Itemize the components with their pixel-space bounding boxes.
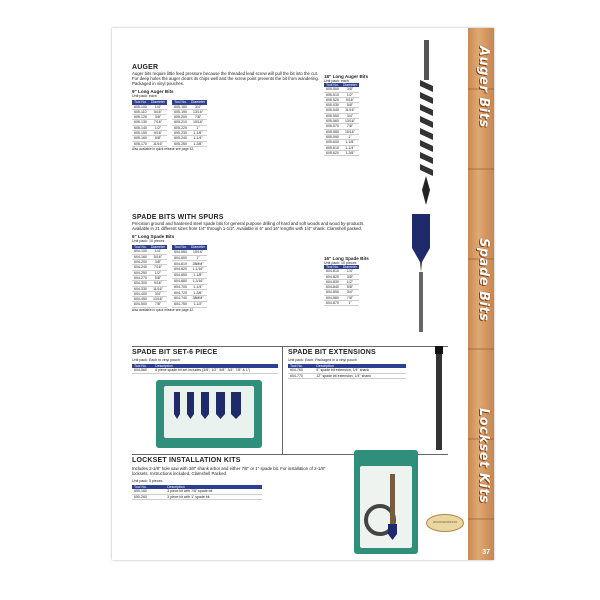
tool-number-cell: 605-120 (134, 115, 147, 120)
table-row (288, 373, 406, 378)
value-cell: 1-3/16" (189, 278, 207, 284)
column-header: Description (165, 485, 262, 489)
value-cell: 3/8" (341, 87, 359, 92)
value-cell: 13/16" (189, 109, 207, 114)
auger-description: Auger bits require little feed pressure because the threaded lead screw will pull the bit into the cut. For deep holes the auger clears its chips well and the screw point prevents the bit from wandering. Packaged in vinyl pouches. (132, 71, 320, 87)
tool-number-cell: 604-200 (134, 260, 147, 265)
column-header: Description (314, 364, 406, 368)
value-cell: 7/8" (189, 115, 207, 120)
spade-6-unit: Unit pack: 10 pieces (132, 239, 165, 244)
spade-16-subtitle: 16" Long Spade Bits (324, 256, 369, 261)
tool-number-cell: 605-580 (326, 129, 339, 134)
tool-number-cell: 604-650 (174, 273, 187, 278)
tool-number-cell: 605-620 (326, 150, 339, 155)
tool-number-cell: 605-570 (326, 124, 339, 129)
set6-product-image (154, 378, 264, 450)
spade-6-table-a (132, 245, 167, 308)
value-cell: 7/8" (341, 295, 359, 300)
value-cell: 5/8" (341, 103, 359, 108)
tool-number-cell: 605-150 (134, 131, 147, 136)
tool-number-cell: 604-840 (326, 285, 339, 290)
tool-number-cell: 605-610 (326, 145, 339, 150)
tool-number-cell: 605-220 (174, 125, 187, 130)
table-row (324, 150, 359, 155)
value-cell: 1/4" (149, 105, 167, 110)
set6-section (132, 349, 280, 374)
column-header: Diameter (342, 83, 358, 87)
wood-side-strip (468, 28, 494, 560)
value-cell: 6" spade bit extension, 1/4" shank (314, 368, 406, 373)
tool-number-cell: 605-160 (134, 136, 147, 141)
tool-number-cell: 604-830 (326, 279, 339, 284)
value-cell: 1/2" (149, 270, 167, 275)
lockset-title: LOCKSET INSTALLATION KITS (132, 457, 241, 464)
table-row (172, 141, 207, 146)
spade-bit-image (408, 214, 438, 334)
page-number: 37 (482, 549, 490, 556)
value-cell: 7/16" (149, 265, 167, 270)
value-cell: 1" (341, 301, 359, 306)
tool-number-cell: 605-130 (134, 120, 147, 125)
tool-number-cell: 604-100 (134, 249, 147, 254)
tool-number-cell: 605-540 (326, 108, 339, 113)
value-cell: 3/4" (189, 105, 207, 110)
tool-number-cell: 604-610 (174, 261, 187, 266)
auger-9-table-b (172, 100, 207, 147)
tool-number-cell: 605-230 (174, 131, 187, 136)
divider-1 (132, 346, 448, 347)
tool-number-cell: 604-300 (134, 281, 147, 286)
column-header: Tool No. (324, 83, 341, 87)
ext-table (288, 364, 406, 379)
tool-number-cell: 605-600 (326, 140, 339, 145)
auger-18-table (324, 83, 359, 156)
value-cell: 5/16" (149, 254, 167, 259)
tool-number-cell: 605-240 (174, 136, 187, 141)
value-cell: 1/4" (149, 249, 167, 254)
tool-number-cell: 605-530 (326, 103, 339, 108)
auger-18-block (324, 74, 384, 156)
tool-number-cell: 605-170 (134, 141, 147, 146)
column-header: Tool No. (132, 100, 149, 104)
tool-number-cell: 605-520 (326, 97, 339, 102)
ext-section (288, 349, 408, 379)
value-cell: 15/16" (189, 250, 207, 255)
tool-number-cell: 604-160 (134, 254, 147, 259)
auger-section (132, 64, 322, 151)
value-cell: 3/8" (149, 260, 167, 265)
tool-number-cell: 605-210 (174, 120, 187, 125)
tool-number-cell: 605-110 (132, 109, 149, 114)
set6-title: SPADE BIT SET-6 PIECE (132, 349, 218, 356)
value-cell: 11/16" (149, 141, 167, 146)
column-header: Diameter (150, 245, 166, 250)
value-cell: 1-1/4" (189, 284, 207, 290)
value-cell: 1-1/2" (189, 301, 207, 307)
tool-number-cell: 605-550 (326, 113, 339, 118)
tool-number-cell: 605-500 (326, 87, 339, 92)
tool-number-cell: 604-680 (174, 278, 187, 283)
value-cell: 38MM" (189, 296, 207, 302)
divider-vertical (282, 346, 283, 454)
value-cell: 1-1/16" (189, 267, 207, 273)
value-cell: 1-3/8" (189, 141, 207, 146)
tool-number-cell: 604-850 (326, 290, 339, 295)
value-cell: 6 piece spade bit set includes (3/8", 1/2", 5/8", 3/4", 7/8" & 1") (153, 368, 278, 373)
spade-title: SPADE BITS WITH SPURS (132, 214, 224, 221)
auger-9-subtitle: 9" Long Auger Bits (132, 89, 174, 95)
value-cell: 1-1/4" (341, 145, 359, 150)
tool-number-cell: 605-140 (134, 125, 147, 130)
value-cell: 1/2" (149, 125, 167, 130)
value-cell: 5/8" (341, 285, 359, 290)
tool-number-cell: 604-740 (174, 296, 187, 301)
tool-number-cell: 605-180 (174, 104, 187, 109)
side-label-spade: Spade Bits (476, 238, 491, 322)
brand-logo: WOODWORKING (426, 514, 464, 532)
tool-number-cell: 605-510 (326, 92, 339, 97)
spade-description: Precision ground and hardened steel spade bits for general purpose drilling of hard and soft woods and wood by-products. Available in 21 different sizes from 1/4" through 1-1/2". Available in 6" and 16" lengths with 1/4" shank. Clamshell packed. (132, 221, 365, 232)
column-header: Tool No. (172, 100, 189, 104)
tool-number-cell: 604-270 (134, 275, 147, 280)
value-cell: 5/8" (149, 275, 167, 280)
column-header: Tool No. (324, 265, 341, 269)
tool-number-cell: 604-820 (326, 274, 339, 279)
value-cell: 7/8" (149, 302, 167, 307)
side-label-auger: Auger Bits (476, 46, 491, 128)
tool-number-cell: 604-750 (174, 302, 187, 307)
spade-6-table-b (172, 245, 207, 308)
value-cell: 1-3/8" (189, 290, 207, 296)
tool-number-cell: 605-190 (174, 109, 187, 114)
tool-number-cell: 650-260 (132, 494, 165, 499)
value-cell: 1-1/8" (189, 272, 207, 278)
value-cell: 1/2" (341, 92, 359, 97)
tool-number-cell: 604-450 (134, 297, 147, 302)
value-cell: 7/8" (341, 124, 359, 129)
value-cell: 3/4" (341, 113, 359, 118)
column-header: Tool No. (132, 485, 165, 489)
auger-18-subtitle: 18" Long Auger Bits (324, 74, 369, 79)
value-cell: 1/4" (341, 269, 359, 274)
tool-number-cell: 604-600 (174, 255, 187, 260)
value-cell: 3 piece kit with 7/8" spade bit (165, 489, 262, 494)
tool-number-cell: 604-720 (174, 290, 187, 295)
column-header: Tool No. (288, 364, 314, 368)
catalog-page (112, 28, 494, 560)
value-cell: 13/16" (341, 119, 359, 124)
tool-number-cell: 604-620 (174, 267, 187, 272)
auger-9-unit: Unit pack: each (132, 94, 157, 99)
table-row (132, 494, 262, 499)
tool-number-cell: 604-860 (326, 295, 339, 300)
auger-note: Also available in quick release see page 42. (132, 146, 195, 151)
column-header: Tool No. (172, 245, 189, 250)
tool-number-cell: 605-590 (326, 134, 339, 139)
lockset-section (132, 457, 342, 500)
tool-number-cell: 604-770 (288, 373, 314, 378)
lockset-unit: Unit pack: 5 pieces (132, 479, 163, 484)
tool-number-cell: 604-810 (326, 269, 339, 274)
auger-9-table-a (132, 100, 167, 147)
spade-16-table (324, 265, 359, 306)
value-cell: 3/8" (341, 274, 359, 279)
table-row (132, 368, 278, 373)
value-cell: 5/16" (149, 109, 167, 114)
table-row (172, 301, 207, 307)
tool-number-cell: 604-250 (134, 270, 147, 275)
value-cell: 1" (189, 255, 207, 261)
tool-number-cell: 605-250 (174, 141, 187, 146)
column-header: Diameter (342, 265, 358, 269)
column-header: Tool No. (132, 245, 149, 249)
tool-number-cell: 604-240 (134, 265, 147, 270)
value-cell: 12" spade bit extension, 1/4" shank (314, 373, 406, 378)
spade-6-subtitle: 6" Long Spade Bits (132, 234, 175, 240)
tool-number-cell: 604-760 (288, 368, 314, 373)
tool-number-cell: 604-550 (174, 250, 187, 255)
value-cell: 9/16" (149, 281, 167, 286)
value-cell: 11/16" (341, 108, 359, 113)
value-cell: 15/16" (189, 120, 207, 125)
extension-image (430, 346, 448, 456)
ext-title: SPADE BIT EXTENSIONS (288, 349, 376, 356)
tool-number-cell: 605-100 (134, 104, 147, 109)
value-cell: 1-1/4" (189, 136, 207, 141)
value-cell: 3 piece kit with 1" spade bit (165, 494, 262, 499)
ext-unit: Unit pack: Each. Packaged in a vinyl pouch (288, 358, 357, 362)
set6-table (132, 364, 278, 374)
value-cell: 9/16" (149, 131, 167, 136)
column-header: Tool No. (132, 364, 153, 368)
column-header: Diameter (190, 245, 206, 250)
auger-18-unit: Unit pack: each (324, 79, 349, 83)
tool-number-cell: 604-500 (134, 302, 147, 307)
value-cell: 3/4" (341, 290, 359, 295)
lockset-table (132, 485, 262, 500)
tool-number-cell: 604-330 (134, 286, 147, 291)
value-cell: 15/16" (341, 129, 359, 134)
tool-number-cell: 604-860 (132, 368, 153, 373)
tool-number-cell: 604-400 (134, 291, 147, 296)
column-header: Diameter (190, 100, 206, 105)
value-cell: 7/16" (149, 120, 167, 125)
spade-16-unit: Unit pack: 10 pieces (324, 261, 357, 265)
spade-16-block (324, 256, 384, 306)
table-row (324, 301, 359, 306)
value-cell: 11/16" (149, 286, 167, 291)
side-label-lockset: Lockset Kits (476, 408, 491, 504)
tool-number-cell: 604-700 (174, 284, 187, 289)
value-cell: 1-3/8" (341, 150, 359, 155)
value-cell: 9/16" (341, 97, 359, 102)
value-cell: 13/16" (149, 297, 167, 302)
value-cell: 1" (341, 134, 359, 139)
set6-unit: Unit pack: Each in vinyl pouch (132, 358, 180, 362)
value-cell: 1-1/8" (189, 131, 207, 136)
auger-bit-image (402, 40, 452, 210)
lockset-description: Includes 2-1/8" hole saw with 3/8" shank arbor and either 7/8" or 1" spade bit. For installation of 2-1/8" locksets. Instructions included. Clamshell Packed. (132, 466, 326, 477)
value-cell: 1" (189, 125, 207, 130)
value-cell: 1-1/8" (341, 140, 359, 145)
table-row (132, 141, 167, 146)
auger-title: AUGER (132, 64, 159, 71)
spade-note: Also available in quick release see page 42. (132, 307, 195, 312)
tool-number-cell: 605-200 (174, 115, 187, 120)
value-cell: 28MM" (189, 261, 207, 267)
tool-number-cell: 605-560 (326, 119, 339, 124)
column-header: Diameter (150, 100, 166, 105)
value-cell: 3/4" (149, 291, 167, 296)
tool-number-cell: 604-870 (326, 301, 339, 306)
lockset-product-image (352, 448, 420, 556)
value-cell: 1/2" (341, 279, 359, 284)
tool-number-cell: 650-160 (132, 489, 165, 494)
value-cell: 5/8" (149, 136, 167, 141)
value-cell: 3/8" (149, 115, 167, 120)
table-row (132, 302, 167, 307)
column-header: Description (153, 364, 278, 368)
